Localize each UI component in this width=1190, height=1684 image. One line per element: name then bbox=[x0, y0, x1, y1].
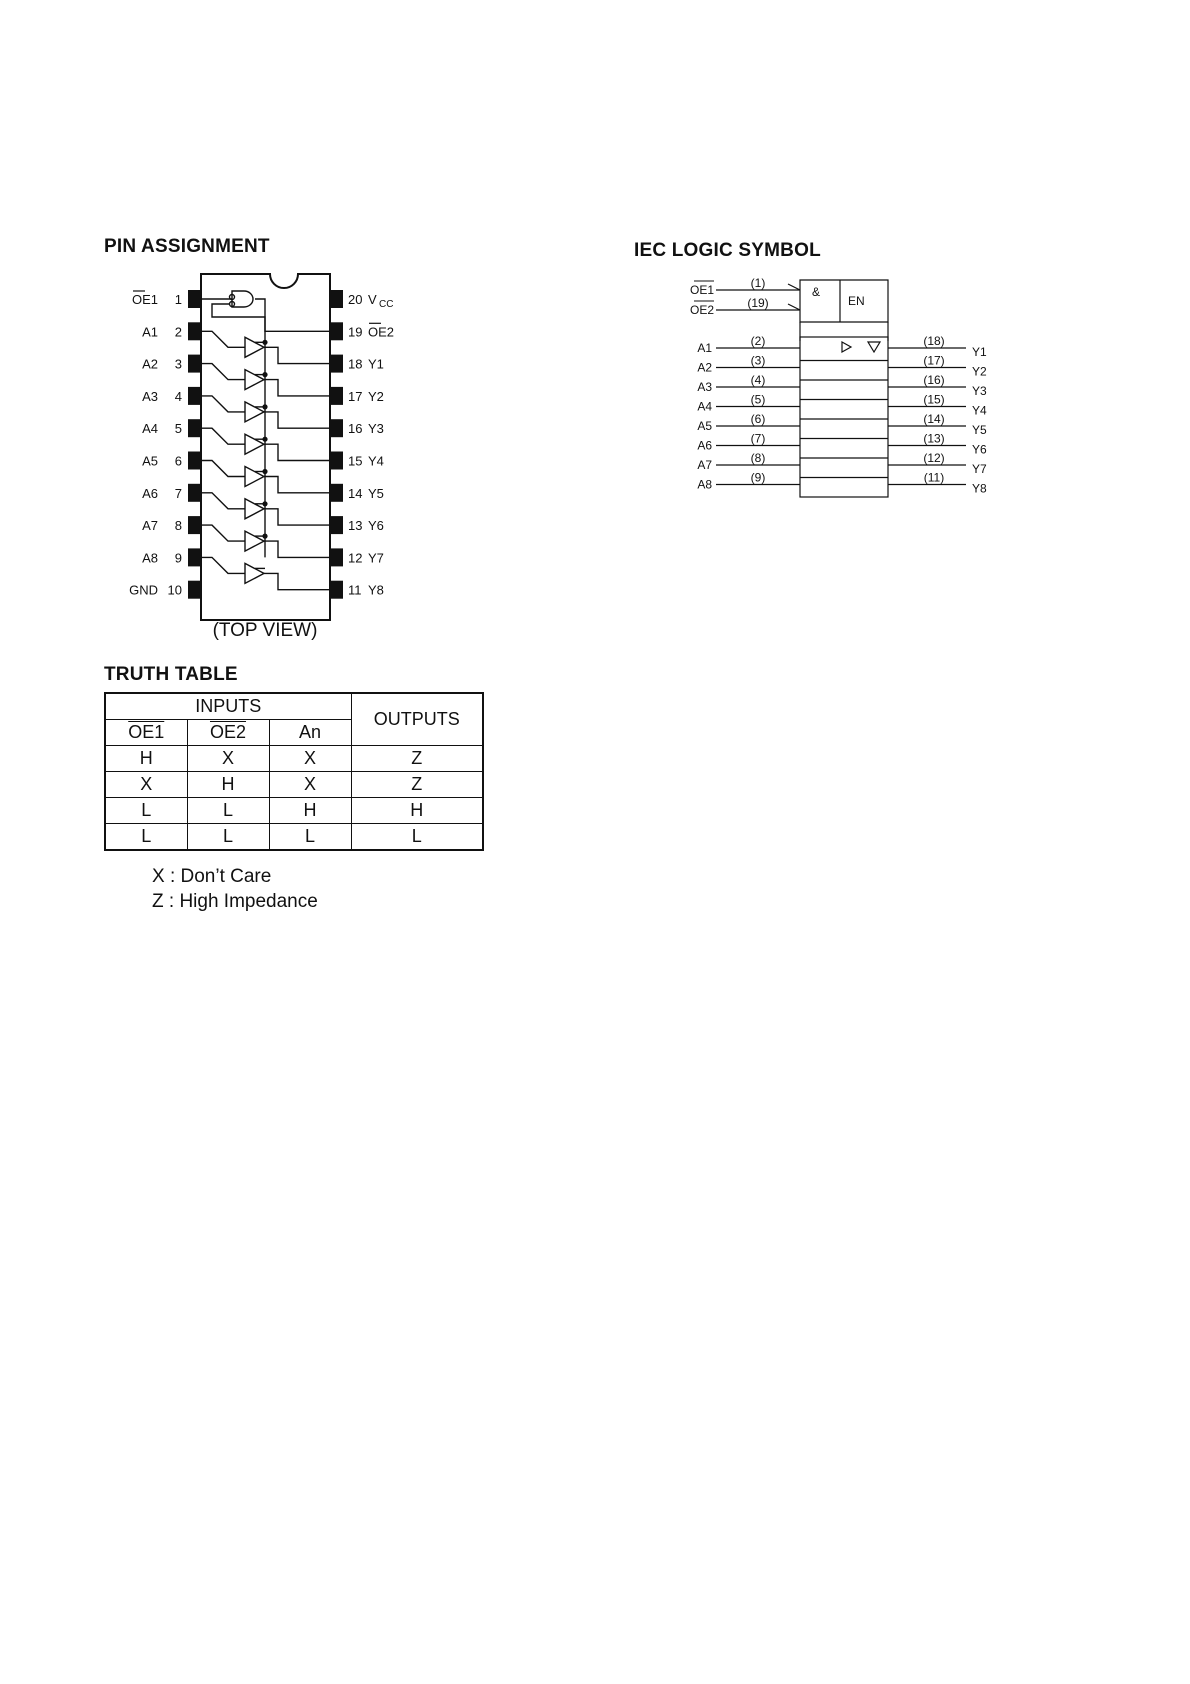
outputs-header: OUTPUTS bbox=[351, 693, 483, 746]
buffer-3-input-wire bbox=[201, 396, 245, 412]
pin-6-pad bbox=[188, 452, 201, 470]
buffer-4-junction-dot bbox=[262, 437, 267, 442]
iec-input-7-label: A7 bbox=[697, 458, 712, 472]
iec-logic-symbol-diagram bbox=[690, 272, 1000, 502]
table-cell: L bbox=[351, 824, 483, 851]
iec-control-2-pin: (19) bbox=[747, 296, 769, 310]
pin-16-label: Y3 bbox=[368, 421, 384, 437]
table-row bbox=[105, 772, 483, 798]
iec-input-1-pin: (2) bbox=[750, 334, 766, 348]
pin-14-number: 14 bbox=[348, 485, 363, 501]
pin-10-pad bbox=[188, 581, 201, 599]
col-oe2-header: OE2 bbox=[187, 720, 269, 746]
table-cell: X bbox=[187, 746, 269, 772]
iec-input-4-pin: (5) bbox=[750, 392, 766, 407]
iec-tristate-symbol bbox=[868, 342, 880, 352]
buffer-8-output-wire bbox=[264, 573, 330, 589]
pin-17-label: Y2 bbox=[368, 388, 384, 404]
pin-13-pad bbox=[330, 516, 343, 534]
buffer-1-triangle bbox=[245, 337, 264, 357]
col-oe1-header: OE1 bbox=[105, 720, 187, 746]
buffer-2-junction-dot bbox=[262, 372, 267, 377]
pin-18-pad bbox=[330, 355, 343, 373]
pin-7-label: A6 bbox=[142, 485, 158, 501]
iec-input-5-label: A5 bbox=[697, 419, 712, 433]
truth-table-title: TRUTH TABLE bbox=[104, 664, 238, 685]
table-cell: H bbox=[269, 798, 351, 824]
table-cell: X bbox=[105, 772, 187, 798]
pin-2-label: A1 bbox=[142, 324, 158, 340]
pin-15-number: 15 bbox=[348, 453, 363, 469]
table-cell: X bbox=[269, 746, 351, 772]
pin-13-number: 13 bbox=[348, 518, 363, 534]
pin-19-pad bbox=[330, 322, 343, 340]
buffer-6-input-wire bbox=[201, 493, 245, 509]
pin-2-pad bbox=[188, 322, 201, 340]
top-view-label: (TOP VIEW) bbox=[212, 620, 318, 641]
pin-18-number: 18 bbox=[348, 356, 363, 372]
pin-9-number: 9 bbox=[174, 550, 182, 566]
buffer-1-output-wire bbox=[264, 347, 330, 363]
buffer-8-input-wire bbox=[201, 557, 245, 573]
pin-3-pad bbox=[188, 355, 201, 373]
pin-20-subscript: CC bbox=[379, 299, 394, 310]
pin-10-number: 10 bbox=[167, 582, 182, 598]
pin-15-label: Y4 bbox=[368, 453, 384, 469]
truth-table-notes bbox=[152, 864, 318, 914]
iec-input-8-label: A8 bbox=[697, 477, 712, 492]
note-dont-care: X : Don’t Care bbox=[152, 866, 272, 887]
iec-output-2-pin: (17) bbox=[923, 353, 945, 368]
iec-input-7-pin: (8) bbox=[750, 451, 766, 465]
buffer-2-input-wire bbox=[201, 364, 245, 380]
iec-input-6-pin: (7) bbox=[750, 431, 766, 446]
buffer-3-output-wire bbox=[264, 412, 330, 428]
iec-input-1-label: A1 bbox=[697, 341, 712, 355]
iec-input-4-label: A4 bbox=[697, 399, 712, 414]
pin-11-pad bbox=[330, 581, 343, 599]
pin-17-number: 17 bbox=[348, 388, 363, 404]
buffer-4-input-wire bbox=[201, 428, 245, 444]
oe-nand-gate bbox=[232, 291, 253, 307]
table-cell: L bbox=[269, 824, 351, 851]
pin-1-label: OE1 bbox=[131, 292, 158, 307]
iec-output-1-label: Y1 bbox=[972, 345, 987, 359]
buffer-6-junction-dot bbox=[262, 501, 267, 506]
buffer-1-input-wire bbox=[201, 331, 245, 347]
pin-20-number: 20 bbox=[348, 292, 363, 307]
table-row bbox=[105, 746, 483, 772]
pin-2-number: 2 bbox=[174, 324, 182, 340]
iec-control-2-polarity bbox=[788, 304, 800, 310]
buffer-3-triangle bbox=[245, 402, 264, 422]
pin-1-number: 1 bbox=[174, 292, 182, 307]
iec-input-6-label: A6 bbox=[697, 438, 712, 453]
buffer-5-input-wire bbox=[201, 461, 245, 477]
pin-11-number: 11 bbox=[348, 582, 362, 598]
buffer-1-junction-dot bbox=[262, 340, 267, 345]
pin-20-label: V bbox=[368, 292, 377, 307]
pin-18-label: Y1 bbox=[368, 356, 384, 372]
pin-6-label: A5 bbox=[142, 453, 158, 469]
iec-output-7-label: Y7 bbox=[972, 462, 987, 476]
oe2-wire bbox=[212, 304, 330, 331]
inputs-header: INPUTS bbox=[105, 693, 351, 720]
table-cell: L bbox=[187, 798, 269, 824]
pin-16-pad bbox=[330, 419, 343, 437]
pin-12-number: 12 bbox=[348, 550, 363, 566]
pin-19-number: 19 bbox=[348, 324, 363, 340]
buffer-2-triangle bbox=[245, 370, 264, 390]
iec-output-3-pin: (16) bbox=[923, 373, 945, 387]
buffer-7-output-wire bbox=[264, 541, 330, 557]
pin-5-label: A4 bbox=[142, 421, 158, 437]
pin-3-number: 3 bbox=[174, 356, 182, 372]
pin-assignment-title: PIN ASSIGNMENT bbox=[104, 236, 270, 257]
iec-output-1-pin: (18) bbox=[923, 334, 945, 348]
table-cell: H bbox=[351, 798, 483, 824]
pin-assignment-diagram bbox=[100, 262, 430, 642]
pin-4-pad bbox=[188, 387, 201, 405]
pin-4-label: A3 bbox=[142, 388, 158, 404]
pin-13-label: Y6 bbox=[368, 518, 384, 534]
buffer-3-junction-dot bbox=[262, 404, 267, 409]
iec-output-8-label: Y8 bbox=[972, 481, 987, 496]
iec-input-8-pin: (9) bbox=[750, 470, 766, 485]
iec-en-label: EN bbox=[848, 294, 865, 308]
enable-bus bbox=[255, 299, 265, 557]
iec-control-2-label: OE2 bbox=[690, 303, 714, 317]
buffer-7-input-wire bbox=[201, 525, 245, 541]
pin-19-label: OE2 bbox=[368, 324, 395, 340]
buffer-4-output-wire bbox=[264, 444, 330, 460]
table-cell: Z bbox=[351, 746, 483, 772]
buffer-8-triangle bbox=[245, 563, 264, 583]
iec-input-3-pin: (4) bbox=[750, 373, 766, 387]
buffer-5-triangle bbox=[245, 467, 264, 487]
pin-12-label: Y7 bbox=[368, 550, 384, 566]
table-cell: X bbox=[269, 772, 351, 798]
pin-17-pad bbox=[330, 387, 343, 405]
iec-control-1-label: OE1 bbox=[690, 283, 714, 297]
buffer-7-triangle bbox=[245, 531, 264, 551]
pin-8-pad bbox=[188, 516, 201, 534]
iec-output-8-pin: (11) bbox=[923, 470, 945, 485]
note-high-impedance: Z : High Impedance bbox=[152, 891, 318, 912]
iec-input-2-pin: (3) bbox=[750, 353, 766, 368]
iec-control-1-pin: (1) bbox=[750, 276, 766, 290]
pin-12-pad bbox=[330, 548, 343, 566]
table-row bbox=[105, 824, 483, 851]
pin-1-pad bbox=[188, 290, 201, 308]
pin-15-pad bbox=[330, 452, 343, 470]
pin-3-label: A2 bbox=[142, 356, 158, 372]
iec-output-3-label: Y3 bbox=[972, 384, 987, 398]
pin-14-pad bbox=[330, 484, 343, 502]
iec-output-2-label: Y2 bbox=[972, 364, 987, 379]
pin-7-number: 7 bbox=[174, 485, 182, 501]
truth-table bbox=[104, 692, 484, 851]
iec-output-4-pin: (15) bbox=[923, 392, 945, 407]
buffer-6-triangle bbox=[245, 499, 264, 519]
iec-logic-symbol-title: IEC LOGIC SYMBOL bbox=[634, 240, 821, 261]
pin-7-pad bbox=[188, 484, 201, 502]
iec-input-3-label: A3 bbox=[697, 380, 712, 394]
pin-16-number: 16 bbox=[348, 421, 363, 437]
table-cell: Z bbox=[351, 772, 483, 798]
pin-8-number: 8 bbox=[174, 518, 182, 534]
pin-6-number: 6 bbox=[174, 453, 182, 469]
iec-and-label: & bbox=[812, 285, 821, 299]
table-cell: L bbox=[105, 798, 187, 824]
pin-5-pad bbox=[188, 419, 201, 437]
table-cell: L bbox=[187, 824, 269, 851]
iec-output-6-label: Y6 bbox=[972, 442, 987, 457]
pin-8-label: A7 bbox=[142, 518, 158, 534]
iec-output-4-label: Y4 bbox=[972, 403, 987, 418]
iec-output-5-pin: (14) bbox=[923, 412, 945, 426]
col-an-header: An bbox=[269, 720, 351, 746]
buffer-7-junction-dot bbox=[262, 534, 267, 539]
buffer-4-triangle bbox=[245, 434, 264, 454]
buffer-5-junction-dot bbox=[262, 469, 267, 474]
iec-output-6-pin: (13) bbox=[923, 431, 945, 446]
pin-9-pad bbox=[188, 548, 201, 566]
iec-output-7-pin: (12) bbox=[923, 451, 945, 465]
pin-5-number: 5 bbox=[174, 421, 182, 437]
pin-11-label: Y8 bbox=[368, 582, 384, 598]
pin-9-label: A8 bbox=[142, 550, 158, 566]
table-cell: H bbox=[187, 772, 269, 798]
buffer-2-output-wire bbox=[264, 380, 330, 396]
iec-output-5-label: Y5 bbox=[972, 423, 987, 437]
table-cell: L bbox=[105, 824, 187, 851]
pin-20-pad bbox=[330, 290, 343, 308]
table-cell: H bbox=[105, 746, 187, 772]
buffer-6-output-wire bbox=[264, 509, 330, 525]
iec-buffer-symbol bbox=[842, 342, 851, 352]
table-row bbox=[105, 798, 483, 824]
buffer-5-output-wire bbox=[264, 477, 330, 493]
iec-input-5-pin: (6) bbox=[750, 412, 766, 426]
pin-14-label: Y5 bbox=[368, 485, 384, 501]
pin-10-label: GND bbox=[129, 582, 158, 598]
iec-input-2-label: A2 bbox=[697, 360, 712, 375]
pin-4-number: 4 bbox=[174, 388, 182, 404]
iec-control-1-polarity bbox=[788, 284, 800, 290]
